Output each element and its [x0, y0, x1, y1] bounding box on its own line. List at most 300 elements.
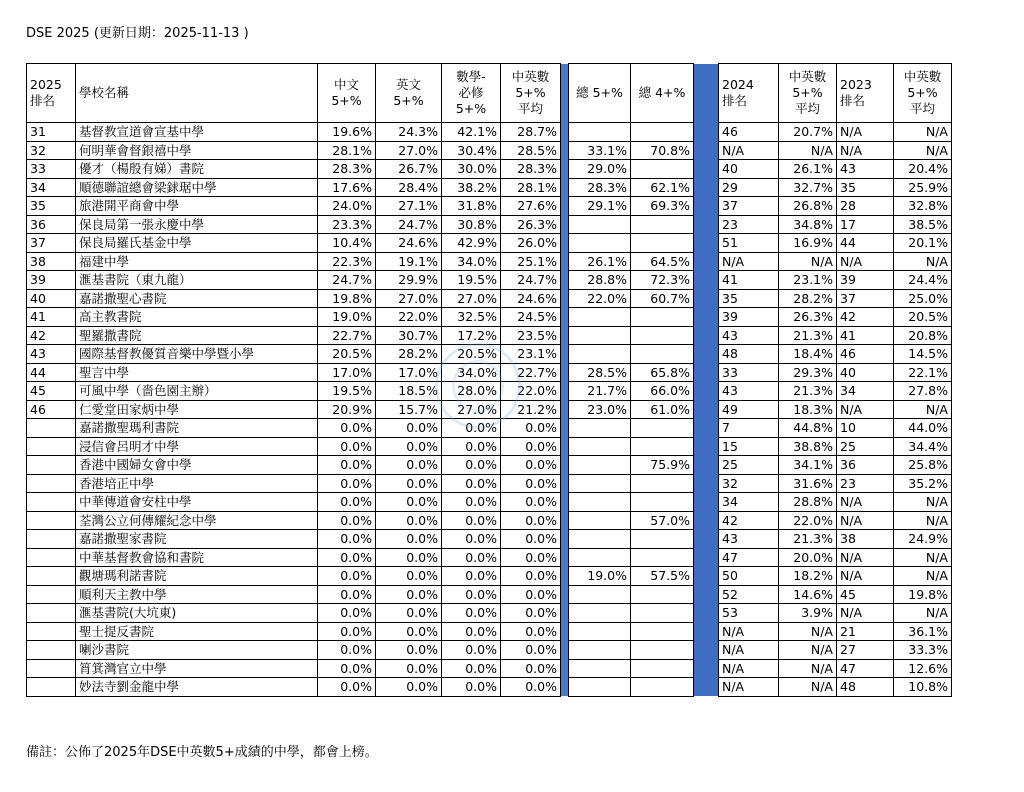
cell-english: 0.0% — [376, 641, 442, 660]
cell-english: 30.7% — [376, 326, 442, 345]
right-separator-bar — [694, 234, 719, 253]
cell-math: 0.0% — [442, 548, 501, 567]
cell-average-2024: 14.6% — [779, 585, 837, 604]
cell-rank-2024: 47 — [719, 548, 779, 567]
right-separator-bar — [694, 659, 719, 678]
cell-average-2024: 32.7% — [779, 178, 837, 197]
cell-average-2023: 20.8% — [894, 326, 952, 345]
cell-total-4 — [631, 548, 694, 567]
cell-rank-2025: 33 — [27, 160, 76, 179]
left-separator-bar — [561, 64, 569, 123]
cell-total-4 — [631, 659, 694, 678]
cell-school-name: 中華傳道會安柱中學 — [76, 493, 318, 512]
cell-math: 0.0% — [442, 474, 501, 493]
cell-total-4: 61.0% — [631, 400, 694, 419]
cell-math: 0.0% — [442, 678, 501, 697]
left-separator-bar — [561, 234, 569, 253]
cell-rank-2024: 43 — [719, 382, 779, 401]
table-row — [27, 123, 952, 142]
cell-rank-2023: 38 — [837, 530, 894, 549]
footnote: 備註：公佈了2025年DSE中英數5+成績的中學，都會上榜。 — [26, 745, 378, 760]
cell-rank-2023: 42 — [837, 308, 894, 327]
cell-average: 24.6% — [501, 289, 561, 308]
cell-math: 42.9% — [442, 234, 501, 253]
cell-average-2023: 10.8% — [894, 678, 952, 697]
cell-school-name: 妙法寺劉金龍中學 — [76, 678, 318, 697]
cell-total-5 — [569, 308, 631, 327]
cell-chinese: 0.0% — [318, 585, 376, 604]
left-separator-bar — [561, 548, 569, 567]
cell-total-5: 28.3% — [569, 178, 631, 197]
cell-average: 0.0% — [501, 419, 561, 438]
cell-rank-2024: 40 — [719, 160, 779, 179]
cell-rank-2023: 25 — [837, 437, 894, 456]
cell-average-2024: 26.3% — [779, 308, 837, 327]
cell-rank-2024: 39 — [719, 308, 779, 327]
table-row — [27, 567, 952, 586]
cell-rank-2025 — [27, 548, 76, 567]
cell-total-5 — [569, 419, 631, 438]
cell-english: 24.6% — [376, 234, 442, 253]
cell-average-2024: 28.2% — [779, 289, 837, 308]
cell-rank-2024: 15 — [719, 437, 779, 456]
cell-rank-2025: 35 — [27, 197, 76, 216]
cell-average-2023: N/A — [894, 493, 952, 512]
cell-rank-2023: 27 — [837, 641, 894, 660]
cell-chinese: 0.0% — [318, 678, 376, 697]
cell-rank-2025 — [27, 604, 76, 623]
cell-rank-2025 — [27, 567, 76, 586]
cell-chinese: 0.0% — [318, 548, 376, 567]
cell-rank-2025: 36 — [27, 215, 76, 234]
cell-chinese: 0.0% — [318, 622, 376, 641]
cell-chinese: 0.0% — [318, 419, 376, 438]
left-separator-bar — [561, 252, 569, 271]
table-row — [27, 622, 952, 641]
cell-average-2023: N/A — [894, 123, 952, 142]
cell-english: 0.0% — [376, 437, 442, 456]
right-separator-bar — [694, 678, 719, 697]
left-separator-bar — [561, 567, 569, 586]
cell-total-5: 33.1% — [569, 141, 631, 160]
cell-average-2023: 22.1% — [894, 363, 952, 382]
cell-rank-2025: 39 — [27, 271, 76, 290]
cell-chinese: 28.1% — [318, 141, 376, 160]
cell-english: 19.1% — [376, 252, 442, 271]
right-separator-bar — [694, 530, 719, 549]
right-separator-bar — [694, 382, 719, 401]
cell-total-4 — [631, 474, 694, 493]
cell-average-2023: 25.9% — [894, 178, 952, 197]
cell-english: 0.0% — [376, 493, 442, 512]
cell-english: 27.0% — [376, 289, 442, 308]
cell-average-2023: 12.6% — [894, 659, 952, 678]
cell-average-2024: N/A — [779, 252, 837, 271]
left-separator-bar — [561, 474, 569, 493]
cell-school-name: 滙基書院（東九龍） — [76, 271, 318, 290]
right-separator-bar — [694, 141, 719, 160]
left-separator-bar — [561, 271, 569, 290]
cell-average-2024: 20.0% — [779, 548, 837, 567]
cell-school-name: 喇沙書院 — [76, 641, 318, 660]
cell-english: 0.0% — [376, 585, 442, 604]
cell-rank-2024: N/A — [719, 678, 779, 697]
cell-school-name: 高主教書院 — [76, 308, 318, 327]
header-average-2023: 中英數 5+% 平均 — [894, 64, 952, 123]
cell-rank-2025 — [27, 437, 76, 456]
table-row — [27, 178, 952, 197]
cell-english: 0.0% — [376, 659, 442, 678]
cell-total-5: 28.5% — [569, 363, 631, 382]
cell-average-2023: 19.8% — [894, 585, 952, 604]
table-row — [27, 585, 952, 604]
cell-rank-2023: 23 — [837, 474, 894, 493]
left-separator-bar — [561, 456, 569, 475]
cell-math: 30.0% — [442, 160, 501, 179]
cell-school-name: 何明華會督銀禧中學 — [76, 141, 318, 160]
cell-math: 0.0% — [442, 567, 501, 586]
cell-chinese: 17.0% — [318, 363, 376, 382]
cell-total-5 — [569, 234, 631, 253]
left-separator-bar — [561, 363, 569, 382]
cell-rank-2025 — [27, 474, 76, 493]
cell-total-5 — [569, 659, 631, 678]
cell-school-name: 保良局第一張永慶中學 — [76, 215, 318, 234]
cell-average: 23.1% — [501, 345, 561, 364]
cell-rank-2023: 47 — [837, 659, 894, 678]
cell-english: 0.0% — [376, 604, 442, 623]
cell-rank-2024: 50 — [719, 567, 779, 586]
cell-rank-2023: 10 — [837, 419, 894, 438]
cell-rank-2024: 48 — [719, 345, 779, 364]
cell-english: 0.0% — [376, 530, 442, 549]
cell-math: 0.0% — [442, 641, 501, 660]
cell-rank-2023: 46 — [837, 345, 894, 364]
cell-average-2023: 35.2% — [894, 474, 952, 493]
cell-rank-2025: 40 — [27, 289, 76, 308]
right-separator-bar — [694, 641, 719, 660]
cell-average-2024: N/A — [779, 659, 837, 678]
table-row — [27, 345, 952, 364]
cell-rank-2023: 35 — [837, 178, 894, 197]
header-average-2024: 中英數 5+% 平均 — [779, 64, 837, 123]
cell-rank-2024: 29 — [719, 178, 779, 197]
cell-average-2023: 20.1% — [894, 234, 952, 253]
header-school-name: 學校名稱 — [76, 64, 318, 123]
cell-english: 24.7% — [376, 215, 442, 234]
cell-school-name: 聖羅撒書院 — [76, 326, 318, 345]
cell-average: 23.5% — [501, 326, 561, 345]
cell-rank-2025 — [27, 585, 76, 604]
cell-rank-2023: 45 — [837, 585, 894, 604]
table-row — [27, 678, 952, 697]
cell-total-4 — [631, 123, 694, 142]
cell-rank-2025 — [27, 659, 76, 678]
cell-average-2023: 36.1% — [894, 622, 952, 641]
cell-average: 26.3% — [501, 215, 561, 234]
cell-total-5 — [569, 641, 631, 660]
cell-average-2024: 21.3% — [779, 326, 837, 345]
cell-rank-2024: 53 — [719, 604, 779, 623]
cell-average: 0.0% — [501, 548, 561, 567]
right-separator-bar — [694, 215, 719, 234]
cell-english: 27.1% — [376, 197, 442, 216]
cell-average-2024: N/A — [779, 622, 837, 641]
cell-rank-2024: 32 — [719, 474, 779, 493]
cell-average-2024: 23.1% — [779, 271, 837, 290]
cell-rank-2024: 7 — [719, 419, 779, 438]
cell-total-5 — [569, 493, 631, 512]
left-separator-bar — [561, 382, 569, 401]
cell-chinese: 24.7% — [318, 271, 376, 290]
cell-total-4 — [631, 160, 694, 179]
cell-total-4: 75.9% — [631, 456, 694, 475]
cell-rank-2023: 41 — [837, 326, 894, 345]
cell-math: 0.0% — [442, 419, 501, 438]
cell-rank-2025: 45 — [27, 382, 76, 401]
cell-english: 0.0% — [376, 567, 442, 586]
cell-chinese: 0.0% — [318, 641, 376, 660]
cell-english: 28.4% — [376, 178, 442, 197]
cell-total-4: 65.8% — [631, 363, 694, 382]
cell-chinese: 0.0% — [318, 530, 376, 549]
cell-average: 22.7% — [501, 363, 561, 382]
cell-rank-2025: 41 — [27, 308, 76, 327]
cell-rank-2025 — [27, 456, 76, 475]
cell-english: 0.0% — [376, 456, 442, 475]
cell-math: 42.1% — [442, 123, 501, 142]
cell-average: 28.5% — [501, 141, 561, 160]
cell-total-4 — [631, 622, 694, 641]
cell-math: 0.0% — [442, 530, 501, 549]
left-separator-bar — [561, 123, 569, 142]
cell-total-5 — [569, 530, 631, 549]
cell-average-2023: 44.0% — [894, 419, 952, 438]
cell-school-name: 順利天主教中學 — [76, 585, 318, 604]
cell-total-4: 57.5% — [631, 567, 694, 586]
cell-school-name: 荃灣公立何傳耀紀念中學 — [76, 511, 318, 530]
left-separator-bar — [561, 178, 569, 197]
cell-school-name: 國際基督教優質音樂中學暨小學 — [76, 345, 318, 364]
cell-school-name: 旅港開平商會中學 — [76, 197, 318, 216]
left-separator-bar — [561, 345, 569, 364]
left-separator-bar — [561, 197, 569, 216]
cell-average: 0.0% — [501, 641, 561, 660]
cell-average: 26.0% — [501, 234, 561, 253]
cell-rank-2025: 43 — [27, 345, 76, 364]
cell-rank-2024: N/A — [719, 141, 779, 160]
cell-school-name: 中華基督教會協和書院 — [76, 548, 318, 567]
cell-total-5: 26.1% — [569, 252, 631, 271]
cell-average-2024: 44.8% — [779, 419, 837, 438]
left-separator-bar — [561, 215, 569, 234]
table-row — [27, 530, 952, 549]
cell-chinese: 22.3% — [318, 252, 376, 271]
cell-rank-2025 — [27, 511, 76, 530]
header-rank-2024: 2024 排名 — [719, 64, 779, 123]
cell-school-name: 滙基書院(大坑東) — [76, 604, 318, 623]
left-separator-bar — [561, 641, 569, 660]
table-row — [27, 308, 952, 327]
cell-rank-2025 — [27, 530, 76, 549]
cell-average-2024: 18.2% — [779, 567, 837, 586]
left-separator-bar — [561, 622, 569, 641]
cell-rank-2023: 21 — [837, 622, 894, 641]
cell-average-2023: 20.4% — [894, 160, 952, 179]
cell-average-2023: N/A — [894, 400, 952, 419]
cell-total-5: 28.8% — [569, 271, 631, 290]
header-math: 數學- 必修 5+% — [442, 64, 501, 123]
cell-total-5: 21.7% — [569, 382, 631, 401]
table-row — [27, 289, 952, 308]
cell-average-2024: 28.8% — [779, 493, 837, 512]
cell-average-2024: 29.3% — [779, 363, 837, 382]
table-row — [27, 604, 952, 623]
right-separator-bar — [694, 178, 719, 197]
cell-total-5 — [569, 437, 631, 456]
left-separator-bar — [561, 400, 569, 419]
left-separator-bar — [561, 419, 569, 438]
cell-average: 24.5% — [501, 308, 561, 327]
cell-average-2023: 24.4% — [894, 271, 952, 290]
cell-average: 22.0% — [501, 382, 561, 401]
table-row — [27, 234, 952, 253]
cell-average-2024: 38.8% — [779, 437, 837, 456]
cell-average: 24.7% — [501, 271, 561, 290]
cell-total-5: 29.1% — [569, 197, 631, 216]
right-separator-bar — [694, 493, 719, 512]
header-average: 中英數 5+% 平均 — [501, 64, 561, 123]
cell-math: 27.0% — [442, 400, 501, 419]
cell-average-2024: 18.3% — [779, 400, 837, 419]
table-row — [27, 456, 952, 475]
cell-total-5 — [569, 456, 631, 475]
cell-average-2023: N/A — [894, 548, 952, 567]
cell-chinese: 19.8% — [318, 289, 376, 308]
header-total-5: 總 5+% — [569, 64, 631, 123]
cell-english: 0.0% — [376, 474, 442, 493]
cell-total-4 — [631, 419, 694, 438]
cell-english: 0.0% — [376, 678, 442, 697]
cell-rank-2024: 37 — [719, 197, 779, 216]
table-row — [27, 400, 952, 419]
cell-total-4 — [631, 234, 694, 253]
cell-total-5 — [569, 326, 631, 345]
cell-school-name: 仁愛堂田家炳中學 — [76, 400, 318, 419]
right-separator-bar — [694, 567, 719, 586]
left-separator-bar — [561, 511, 569, 530]
cell-average-2024: 21.3% — [779, 530, 837, 549]
cell-average-2023: 14.5% — [894, 345, 952, 364]
table-row — [27, 474, 952, 493]
ranking-table — [26, 63, 952, 697]
cell-math: 30.8% — [442, 215, 501, 234]
cell-school-name: 福建中學 — [76, 252, 318, 271]
cell-total-5 — [569, 215, 631, 234]
cell-school-name: 筲箕灣官立中學 — [76, 659, 318, 678]
cell-math: 20.5% — [442, 345, 501, 364]
cell-math: 31.8% — [442, 197, 501, 216]
table-row — [27, 197, 952, 216]
right-separator-bar — [694, 345, 719, 364]
cell-total-5 — [569, 511, 631, 530]
cell-total-4 — [631, 678, 694, 697]
cell-math: 0.0% — [442, 622, 501, 641]
cell-english: 15.7% — [376, 400, 442, 419]
cell-rank-2023: N/A — [837, 493, 894, 512]
table-row — [27, 419, 952, 438]
cell-average-2024: 34.1% — [779, 456, 837, 475]
cell-average: 28.1% — [501, 178, 561, 197]
cell-rank-2023: 28 — [837, 197, 894, 216]
cell-total-4 — [631, 326, 694, 345]
cell-average: 0.0% — [501, 493, 561, 512]
left-separator-bar — [561, 530, 569, 549]
cell-rank-2024: 35 — [719, 289, 779, 308]
cell-rank-2025: 46 — [27, 400, 76, 419]
cell-average-2024: 34.8% — [779, 215, 837, 234]
cell-school-name: 可風中學（嗇色園主辦） — [76, 382, 318, 401]
cell-average: 0.0% — [501, 437, 561, 456]
cell-rank-2024: 25 — [719, 456, 779, 475]
cell-math: 34.0% — [442, 252, 501, 271]
cell-rank-2023: 44 — [837, 234, 894, 253]
cell-total-4 — [631, 530, 694, 549]
table-row — [27, 271, 952, 290]
cell-rank-2024: 34 — [719, 493, 779, 512]
right-separator-bar — [694, 456, 719, 475]
left-separator-bar — [561, 437, 569, 456]
table-row — [27, 252, 952, 271]
cell-average-2023: 24.9% — [894, 530, 952, 549]
cell-average: 21.2% — [501, 400, 561, 419]
cell-chinese: 20.9% — [318, 400, 376, 419]
cell-math: 0.0% — [442, 437, 501, 456]
left-separator-bar — [561, 659, 569, 678]
cell-chinese: 24.0% — [318, 197, 376, 216]
table-row — [27, 437, 952, 456]
right-separator-bar — [694, 64, 719, 123]
cell-chinese: 23.3% — [318, 215, 376, 234]
cell-rank-2024: 42 — [719, 511, 779, 530]
cell-math: 0.0% — [442, 604, 501, 623]
cell-rank-2025: 32 — [27, 141, 76, 160]
table-row — [27, 215, 952, 234]
cell-rank-2023: 43 — [837, 160, 894, 179]
cell-chinese: 22.7% — [318, 326, 376, 345]
table-row — [27, 382, 952, 401]
cell-chinese: 19.0% — [318, 308, 376, 327]
cell-rank-2023: N/A — [837, 548, 894, 567]
cell-chinese: 19.5% — [318, 382, 376, 401]
cell-average: 0.0% — [501, 567, 561, 586]
cell-average-2024: 18.4% — [779, 345, 837, 364]
cell-total-5 — [569, 622, 631, 641]
cell-school-name: 嘉諾撒聖家書院 — [76, 530, 318, 549]
header-row — [27, 64, 952, 123]
cell-school-name: 嘉諾撒聖瑪利書院 — [76, 419, 318, 438]
cell-average-2024: N/A — [779, 141, 837, 160]
table-row — [27, 141, 952, 160]
cell-rank-2023: 36 — [837, 456, 894, 475]
table-row — [27, 493, 952, 512]
cell-rank-2023: N/A — [837, 123, 894, 142]
cell-school-name: 優才（楊殷有娣）書院 — [76, 160, 318, 179]
left-separator-bar — [561, 326, 569, 345]
cell-chinese: 0.0% — [318, 474, 376, 493]
cell-total-5 — [569, 548, 631, 567]
cell-rank-2023: N/A — [837, 252, 894, 271]
